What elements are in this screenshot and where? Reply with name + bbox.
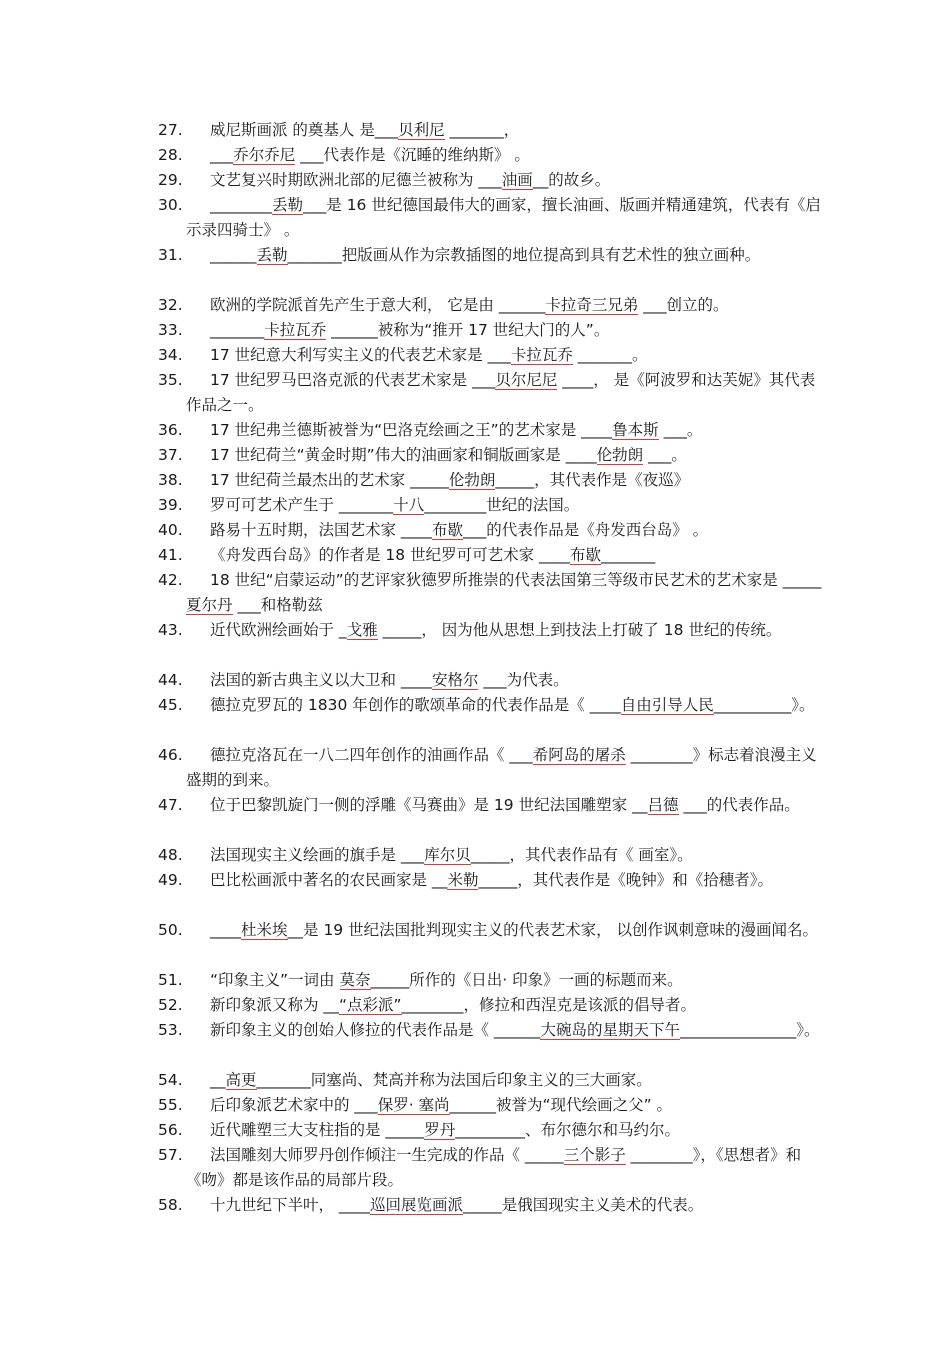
question-text: ________ [210, 196, 272, 214]
question-text-tail: _________、布尔德尔和马约尔。 [455, 1121, 680, 1139]
answer-text: 夏尔丹 [186, 595, 233, 614]
question-38 [158, 468, 828, 493]
question-text-tail: ___的代表作品是《舟发西台岛》 。 [462, 521, 709, 539]
answer-text: 大碗岛的星期天下午 [540, 1021, 680, 1039]
question-text: 德拉克罗瓦的 1830 年创作的歌颂革命的代表作品是《 ____ [210, 696, 621, 714]
question-42 [158, 568, 828, 617]
answer-text: 罗丹 [424, 1121, 456, 1139]
question-text: “印象主义”一词由 [210, 971, 340, 989]
question-number: 39. [158, 496, 183, 514]
question-text: ___ [210, 146, 234, 164]
question-text-tail: ___。 [658, 421, 703, 439]
question-text-tail: _______把版画从作为宗教插图的地位提高到具有艺术性的独立画种。 [287, 246, 761, 264]
answer-text: 伦勃朗 [448, 471, 496, 489]
question-text: 法国雕刻大师罗丹创作倾注一生完成的作品《 _____ [210, 1146, 564, 1164]
question-text-tail: ___是 16 世纪德国最伟大的画家，擅长油画、版画并精通建筑，代表有《启示录四骑士》 。 [186, 196, 821, 239]
question-text: 路易十五时期，法国艺术家 ____ [210, 521, 432, 539]
question-number: 36. [158, 421, 183, 439]
question-text: 17 世纪意大利写实主义的代表艺术家是 ___ [210, 346, 511, 364]
answer-text: 油画 [501, 171, 533, 189]
question-39 [158, 493, 828, 518]
question-number: 48. [158, 846, 183, 864]
answer-text: 十八 [393, 496, 425, 514]
question-55 [158, 1093, 828, 1118]
answer-text: “点彩派” [338, 996, 402, 1014]
question-number: 37. [158, 446, 183, 464]
answer-text: 贝利尼 [398, 121, 445, 139]
question-text-tail: _____是俄国现实主义美术的代表。 [462, 1196, 704, 1214]
question-number: 49. [158, 871, 183, 889]
question-50 [158, 918, 828, 943]
question-text-tail: ________》，《思想者》和《吻》都是该作品的局部片段。 [186, 1146, 802, 1189]
question-text: 《舟发西台岛》的作者是 18 世纪罗可可艺术家 ____ [210, 546, 571, 564]
question-number: 31. [158, 246, 183, 264]
question-text: ____ [210, 921, 241, 939]
answer-text: 丢勒 [256, 246, 288, 264]
question-37 [158, 443, 828, 468]
question-text-tail: _______。 [572, 346, 648, 364]
question-number: 44. [158, 671, 183, 689]
answer-text: 安格尔 [431, 671, 479, 689]
question-32 [158, 293, 828, 318]
question-56 [158, 1118, 828, 1143]
answer-text: 三个影子 [563, 1146, 626, 1164]
question-54 [158, 1068, 828, 1093]
question-text-tail: ________世纪的法国。 [424, 496, 580, 514]
question-number: 27. [158, 121, 183, 139]
question-number: 33. [158, 321, 183, 339]
question-text: 新印象派又称为 __ [210, 996, 339, 1014]
question-number: 54. [158, 1071, 183, 1089]
question-34 [158, 343, 828, 368]
question-text-tail: _______同塞尚、梵高并称为法国后印象主义的三大画家。 [256, 1071, 652, 1089]
question-30 [158, 193, 828, 242]
question-text: 位于巴黎凯旋门一侧的浮雕《马赛曲》是 19 世纪法国雕塑家 __ [210, 796, 648, 814]
question-number: 28. [158, 146, 183, 164]
question-text-tail: __是 19 世纪法国批判现实主义的代表艺术家， 以创作讽刺意味的漫画闻名。 [287, 921, 819, 939]
question-text-tail: _______， [444, 121, 520, 139]
answer-text: 戈雅 [346, 621, 378, 639]
question-36 [158, 418, 828, 443]
question-text: 威尼斯画派 的奠基人 是___ [210, 121, 399, 139]
question-29 [158, 168, 828, 193]
question-number: 50. [158, 921, 183, 939]
question-number: 45. [158, 696, 183, 714]
answer-text: 卡拉奇三兄弟 [545, 296, 639, 314]
question-text: __ [210, 1071, 226, 1089]
question-text: 近代雕塑三大支柱指的是 _____ [210, 1121, 425, 1139]
question-45 [158, 693, 828, 718]
question-text: 17 世纪罗马巴洛克派的代表艺术家是 ___ [210, 371, 496, 389]
question-44 [158, 668, 828, 693]
answer-text: 莫奈 [339, 971, 371, 989]
question-text-tail: _____， 因为他从思想上到技法上打破了 18 世纪的传统。 [377, 621, 782, 639]
question-text-tail: _____，其代表作是《夜巡》 [495, 471, 690, 489]
answer-text: 高更 [225, 1071, 257, 1089]
question-41 [158, 543, 828, 568]
question-47 [158, 793, 828, 818]
answer-text: 乔尔乔尼 [233, 146, 296, 164]
question-number: 53. [158, 1021, 183, 1039]
question-number: 38. [158, 471, 183, 489]
answer-text: 卡拉瓦乔 [510, 346, 573, 364]
answer-text: 希阿岛的屠杀 [532, 746, 626, 764]
question-40 [158, 518, 828, 543]
question-text-tail: _______ [601, 546, 656, 564]
answer-text: 杜米埃 [241, 921, 288, 939]
question-58 [158, 1193, 828, 1218]
question-49 [158, 868, 828, 893]
question-number: 32. [158, 296, 183, 314]
question-number: 51. [158, 971, 183, 989]
question-text: 18 世纪“启蒙运动”的艺评家狄德罗所推崇的代表法国第三等级市民艺术的艺术家是 _____ [210, 571, 822, 589]
answer-text: 吕德 [647, 796, 679, 814]
answer-text: 伦勃朗 [596, 446, 644, 464]
question-number: 42. [158, 571, 183, 589]
question-33 [158, 318, 828, 343]
answer-text: 自由引导人民 [620, 696, 714, 714]
answer-text: 布歇 [431, 521, 463, 539]
question-28 [158, 143, 828, 168]
question-52 [158, 993, 828, 1018]
answer-text: 布歇 [570, 546, 602, 564]
question-text: 近代欧洲绘画始于 _ [210, 621, 347, 639]
question-text: 法国的新古典主义以大卫和 ____ [210, 671, 432, 689]
question-text-tail: ________》标志着浪漫主义盛期的到来。 [186, 746, 817, 789]
answer-text: 库尔贝 [424, 846, 471, 864]
question-text: 罗可可艺术产生于 _______ [210, 496, 394, 514]
answer-text: 保罗· 塞尚 [377, 1096, 450, 1114]
question-43 [158, 618, 828, 643]
question-27 [158, 118, 828, 143]
answer-text: 贝尔尼尼 [495, 371, 558, 389]
question-text-tail: ____， 是《阿波罗和达芙妮》其代表作品之一。 [186, 371, 816, 414]
question-text-tail: _____，其代表作品有《 画室》。 [470, 846, 693, 864]
question-text: 欧洲的学院派首先产生于意大利， 它是由 ______ [210, 296, 546, 314]
question-text-tail: __的故乡。 [532, 171, 611, 189]
question-text: 德拉克洛瓦在一八二四年创作的油画作品《 ___ [210, 746, 533, 764]
question-48 [158, 843, 828, 868]
question-text-tail: ______被誉为“现代绘画之父” 。 [449, 1096, 673, 1114]
question-text: ______ [210, 246, 257, 264]
question-text-tail: ___。 [643, 446, 687, 464]
answer-text: 鲁本斯 [612, 421, 659, 439]
question-text-tail: ___代表作是《沉睡的维纳斯》 。 [295, 146, 530, 164]
question-text: _______ [210, 321, 265, 339]
question-51 [158, 968, 828, 993]
question-text-tail: ________，修拉和西涅克是该派的倡导者。 [401, 996, 697, 1014]
question-text: 十九世纪下半叶， ____ [210, 1196, 370, 1214]
question-number: 47. [158, 796, 183, 814]
question-text-tail: _______________》。 [679, 1021, 820, 1039]
question-text: 17 世纪荷兰“黄金时期”伟大的油画家和铜版画家是 ____ [210, 446, 597, 464]
question-text-tail: ___创立的。 [638, 296, 729, 314]
question-text: 17 世纪荷兰最杰出的艺术家 _____ [210, 471, 449, 489]
question-number: 52. [158, 996, 183, 1014]
question-57 [158, 1143, 828, 1192]
question-31 [158, 243, 828, 268]
question-number: 57. [158, 1146, 183, 1164]
question-number: 55. [158, 1096, 183, 1114]
question-number: 56. [158, 1121, 183, 1139]
question-text: 后印象派艺术家中的 ___ [210, 1096, 378, 1114]
question-text-tail: ___的代表作品。 [678, 796, 800, 814]
question-number: 41. [158, 546, 183, 564]
question-text: 法国现实主义绘画的旗手是 ___ [210, 846, 425, 864]
question-number: 46. [158, 746, 183, 764]
question-text: 巴比松画派中著名的农民画家是 __ [210, 871, 448, 889]
question-text: 17 世纪弗兰德斯被誉为“巴洛克绘画之王”的艺术家是 ____ [210, 421, 613, 439]
answer-text: 丢勒 [272, 196, 304, 214]
question-text-tail: _____，其代表作是《晚钟》和《拾穗者》。 [478, 871, 773, 889]
question-number: 58. [158, 1196, 183, 1214]
question-number: 35. [158, 371, 183, 389]
question-text-tail: ______被称为“推开 17 世纪大门的人”。 [326, 321, 610, 339]
question-text-tail: ___和格勒兹 [232, 595, 323, 614]
question-text: 新印象主义的创始人修拉的代表作品是《 ______ [210, 1021, 541, 1039]
question-text: 文艺复兴时期欧洲北部的尼德兰被称为 ___ [210, 171, 502, 189]
answer-text: 卡拉瓦乔 [264, 321, 327, 339]
question-number: 30. [158, 196, 183, 214]
question-text-tail: ___为代表。 [478, 671, 569, 689]
question-number: 40. [158, 521, 183, 539]
question-46 [158, 743, 828, 792]
question-text-tail: __________》。 [713, 696, 815, 714]
question-35 [158, 368, 828, 417]
question-number: 43. [158, 621, 183, 639]
question-53 [158, 1018, 828, 1043]
answer-text: 巡回展览画派 [369, 1196, 463, 1214]
answer-text: 米勒 [447, 871, 479, 889]
question-number: 34. [158, 346, 183, 364]
question-number: 29. [158, 171, 183, 189]
question-text-tail: _____所作的《日出· 印象》一画的标题而来。 [370, 971, 683, 989]
